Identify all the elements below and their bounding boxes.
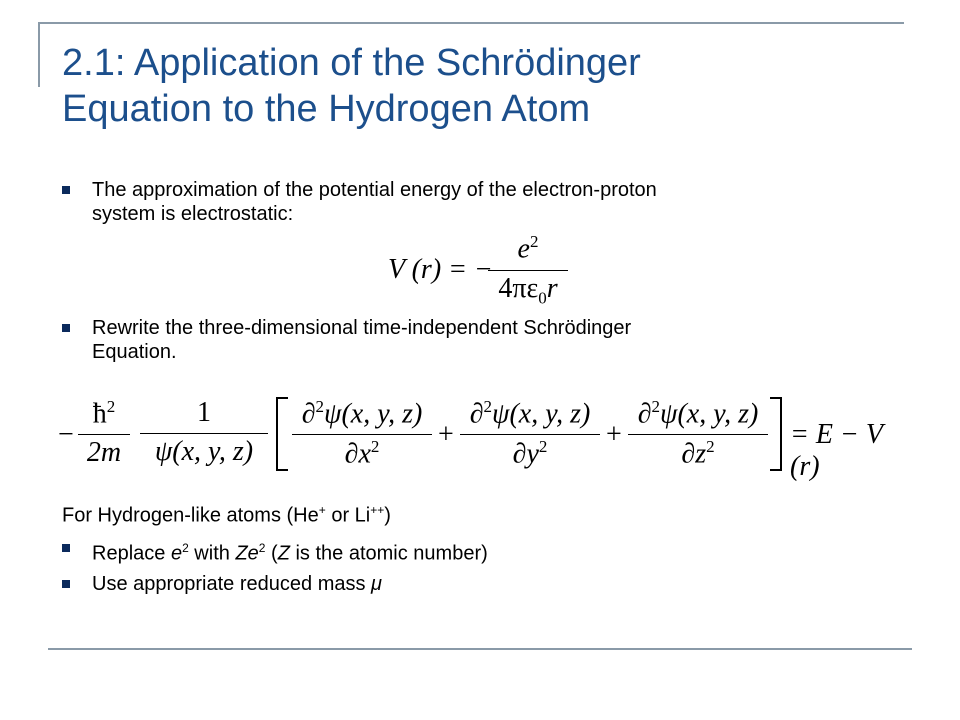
d2-dy2-term (460, 397, 600, 471)
title-line-1: 2.1: Application of the Schrödinger (62, 42, 641, 84)
bullet-replace-charge (92, 536, 912, 566)
bullet-text: is the atomic number) (289, 542, 488, 565)
e-symbol: e (170, 542, 183, 565)
bottom-rule (48, 648, 912, 650)
bullet-reduced-mass (92, 572, 912, 596)
bullet-marker (62, 186, 70, 194)
bullet-marker (62, 580, 70, 588)
exponent: 2 (258, 541, 266, 555)
dx2: $\partial x^2$ (344, 437, 380, 470)
fraction-bar (628, 434, 768, 435)
left-bracket (276, 397, 288, 471)
bullet-potential-energy (92, 178, 912, 226)
bullet-line: The approximation of the potential energy of the electron-proton (92, 179, 657, 201)
equation-denominator: $4\pi\varepsilon_0r$ (498, 273, 558, 308)
fraction-bar (488, 270, 568, 271)
d2-psi: ∂$^2$ψ(x, y, z) (637, 397, 759, 430)
bullet-marker (62, 324, 70, 332)
hydrogen-like-heading (62, 498, 902, 528)
bullet-marker (62, 544, 70, 552)
exponent: 2 (182, 541, 189, 555)
mu-symbol: μ (371, 573, 383, 595)
hbar-over-2m (78, 397, 130, 469)
one: 1 (197, 397, 211, 428)
bullet-text: ( (265, 542, 278, 565)
d2-psi: ∂$^2$ψ(x, y, z) (301, 397, 423, 430)
slide-title (62, 40, 902, 132)
z-symbol: Z (277, 542, 290, 565)
bullet-line: system is electrostatic: (92, 203, 294, 225)
bullet-rewrite-equation (92, 316, 912, 364)
bullet-line: Equation. (92, 341, 177, 363)
potential-energy-equation (388, 232, 588, 312)
schrodinger-equation (58, 397, 898, 482)
plus-sign: + (606, 419, 622, 450)
fraction-bar (78, 434, 130, 435)
he-charge: + (318, 503, 326, 517)
right-bracket (770, 397, 782, 471)
hydrogen-like-text: or Li (325, 504, 371, 527)
equation-fraction (488, 232, 568, 309)
minus-sign: − (58, 419, 74, 450)
d2-psi: ∂$^2$ψ(x, y, z) (469, 397, 591, 430)
d2-dz2-term (628, 397, 768, 471)
dy2: $\partial y^2$ (512, 437, 548, 470)
one-over-psi (140, 397, 268, 468)
left-rule (38, 22, 40, 87)
fraction-bar (292, 434, 432, 435)
fraction-bar (460, 434, 600, 435)
psi-denominator: ψ(x, y, z) (154, 436, 254, 467)
dz2: $\partial z^2$ (681, 437, 715, 470)
equation-numerator: $e^2$ (517, 232, 539, 265)
bullet-line: Rewrite the three-dimensional time-independent Schrödinger (92, 317, 632, 339)
hydrogen-like-text: ) (384, 504, 391, 527)
bullet-text: Use appropriate reduced mass (92, 573, 372, 595)
two-m: 2m (86, 437, 122, 469)
ze-symbol: Ze (235, 542, 259, 565)
equation-lhs: V (r) = − (388, 254, 493, 285)
d2-dx2-term (292, 397, 432, 471)
bullet-text: Replace (92, 542, 171, 565)
fraction-bar (140, 433, 268, 434)
title-line-2: Equation to the Hydrogen Atom (62, 88, 591, 130)
top-rule (38, 22, 904, 24)
hydrogen-like-text: For Hydrogen-like atoms (He (62, 504, 319, 527)
hbar-squared: $ħ^2$ (92, 397, 116, 430)
li-charge: ++ (370, 503, 385, 517)
equation-rhs: = E − V (r) (790, 419, 883, 482)
plus-sign: + (438, 419, 454, 450)
bullet-text: with (188, 542, 236, 565)
